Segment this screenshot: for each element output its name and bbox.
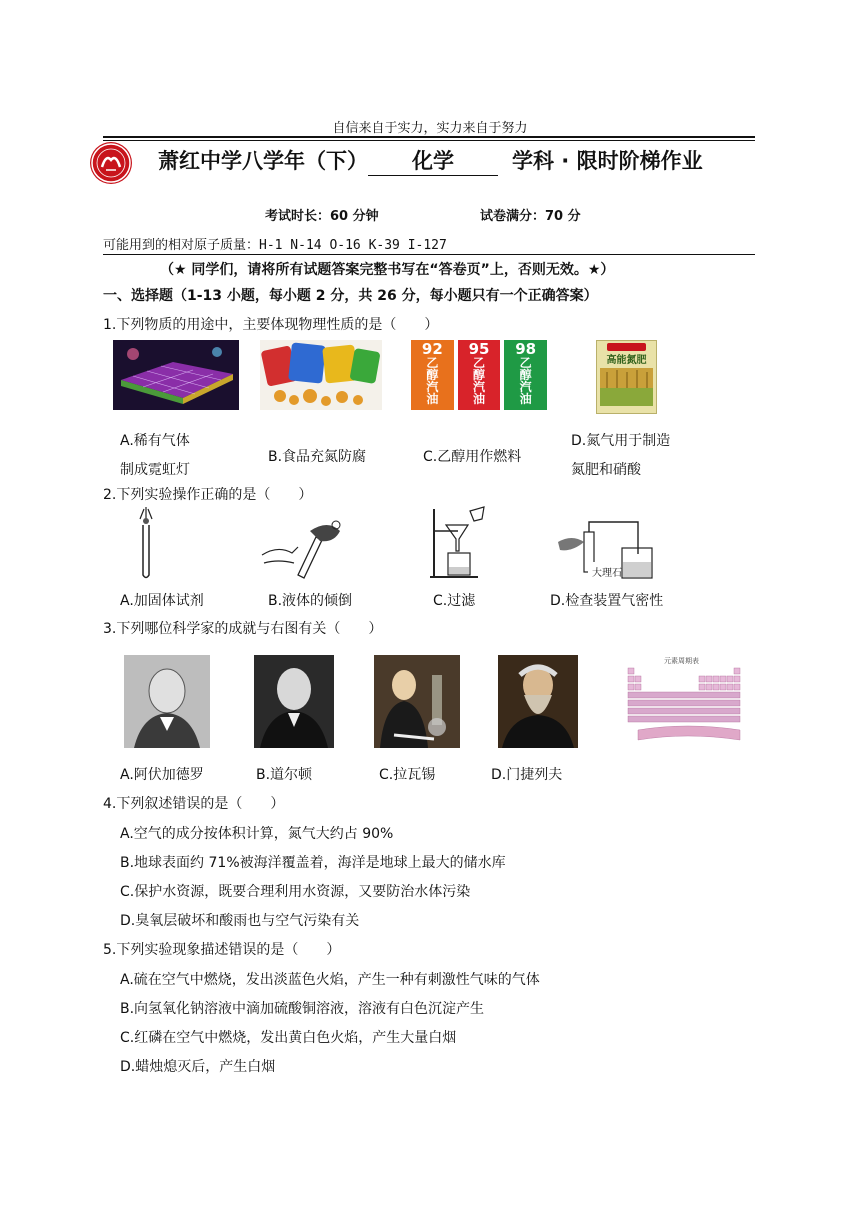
q4-option-c: C.保护水资源，既要合理利用水资源，又要防治水体污染 (120, 884, 471, 900)
neon-stadium-image (113, 340, 239, 410)
q1-option-b: B.食品充氮防腐 (268, 449, 367, 465)
atomic-masses: 可能用到的相对原子质量：H-1 N-14 O-16 K-39 I-127 (103, 238, 447, 253)
filter-funnel-icon (428, 505, 488, 581)
pouring-icon (258, 515, 344, 581)
ethanol-gasoline-image (411, 340, 547, 410)
notice: （★ 同学们，请将所有试题答案完整书写在“答卷页”上，否则无效。★） (160, 262, 615, 278)
question-2-stem: 2.下列实验操作正确的是（ ） (103, 487, 313, 503)
school-name: 萧红中学八学年（下） (158, 149, 368, 173)
wheat-field-icon (597, 366, 656, 410)
question-5-stem: 5.下列实验现象描述错误的是（ ） (103, 942, 341, 958)
q3-option-d: D.门捷列夫 (491, 767, 563, 783)
q1-option-a-line1: A.稀有气体 (120, 433, 190, 449)
q5-option-c: C.红磷在空气中燃烧，发出黄白色火焰，产生大量白烟 (120, 1030, 457, 1046)
fertilizer-title: 高能氮肥 (606, 355, 647, 366)
periodic-table-title: 元素周期表 (664, 657, 699, 665)
pump-label-92: 92 乙 醇 汽 油 (411, 340, 454, 410)
mendeleev-portrait (498, 655, 578, 748)
atoms-rule (103, 254, 755, 255)
filtration-image (428, 505, 488, 581)
q5-option-b: B.向氢氧化钠溶液中滴加硫酸铜溶液，溶液有白色沉淀产生 (120, 1001, 485, 1017)
q2-option-b: B.液体的倾倒 (268, 593, 353, 609)
q5-option-d: D.蜡烛熄灭后，产生白烟 (120, 1059, 276, 1075)
pour-liquid-image (258, 515, 344, 581)
question-3-stem: 3.下列哪位科学家的成就与右图有关（ ） (103, 621, 383, 637)
question-4-stem: 4.下列叙述错误的是（ ） (103, 796, 285, 812)
avogadro-portrait (124, 655, 210, 748)
exam-duration: 考试时长：60 分钟 (265, 209, 379, 224)
subject-field: 化学 (368, 145, 498, 176)
section-title: 一、选择题（1-13 小题，每小题 2 分，共 26 分，每小题只有一个正确答案） (103, 288, 598, 304)
q5-option-a: A.硫在空气中燃烧，发出淡蓝色火焰，产生一种有刺激性气味的气体 (120, 972, 540, 988)
motto: 自信来自于实力，实力来自于努力 (332, 121, 528, 136)
q3-option-b: B.道尔顿 (256, 767, 313, 783)
airtightness-check-image (556, 512, 660, 582)
q4-option-b: B.地球表面约 71%被海洋覆盖着，海洋是地球上最大的储水库 (120, 855, 506, 871)
food-package-image (260, 340, 382, 410)
q2-option-c: C.过滤 (433, 593, 476, 609)
q3-option-a: A.阿伏加德罗 (120, 767, 204, 783)
school-logo-icon (90, 142, 132, 184)
lavoisier-portrait (374, 655, 460, 748)
header-rule-thin (103, 140, 755, 141)
test-tube-icon (134, 505, 158, 581)
test-tube-solid-image (134, 505, 158, 581)
q1-option-a-line2: 制成霓虹灯 (120, 462, 190, 478)
q1-option-c: C.乙醇用作燃料 (423, 449, 522, 465)
q1-option-d-line2: 氮肥和硝酸 (571, 462, 641, 478)
q1-option-d-line1: D.氮气用于制造 (571, 433, 671, 449)
marble-label: 大理石 (592, 568, 622, 579)
question-1-stem: 1.下列物质的用途中，主要体现物理性质的是（ ） (103, 317, 439, 333)
pump-label-98: 98 乙 醇 汽 油 (504, 340, 547, 410)
q2-option-d: D.检查装置气密性 (550, 593, 664, 609)
fertilizer-bag-image (596, 340, 657, 414)
q3-option-c: C.拉瓦锡 (379, 767, 436, 783)
header-rule (103, 136, 755, 138)
dalton-portrait (254, 655, 334, 748)
title-suffix: 学科 · 限时阶梯作业 (512, 149, 703, 173)
periodic-table-icon (622, 656, 752, 748)
page-title (158, 145, 703, 176)
q4-option-d: D.臭氧层破坏和酸雨也与空气污染有关 (120, 913, 360, 929)
q4-option-a: A.空气的成分按体积计算，氮气大约占 90% (120, 826, 394, 842)
fertilizer-brand-icon (607, 343, 646, 351)
school-logo (90, 142, 132, 184)
pump-label-95: 95 乙 醇 汽 油 (458, 340, 501, 410)
periodic-table-image (622, 656, 752, 748)
q2-option-a: A.加固体试剂 (120, 593, 204, 609)
full-score: 试卷满分：70 分 (480, 209, 581, 224)
